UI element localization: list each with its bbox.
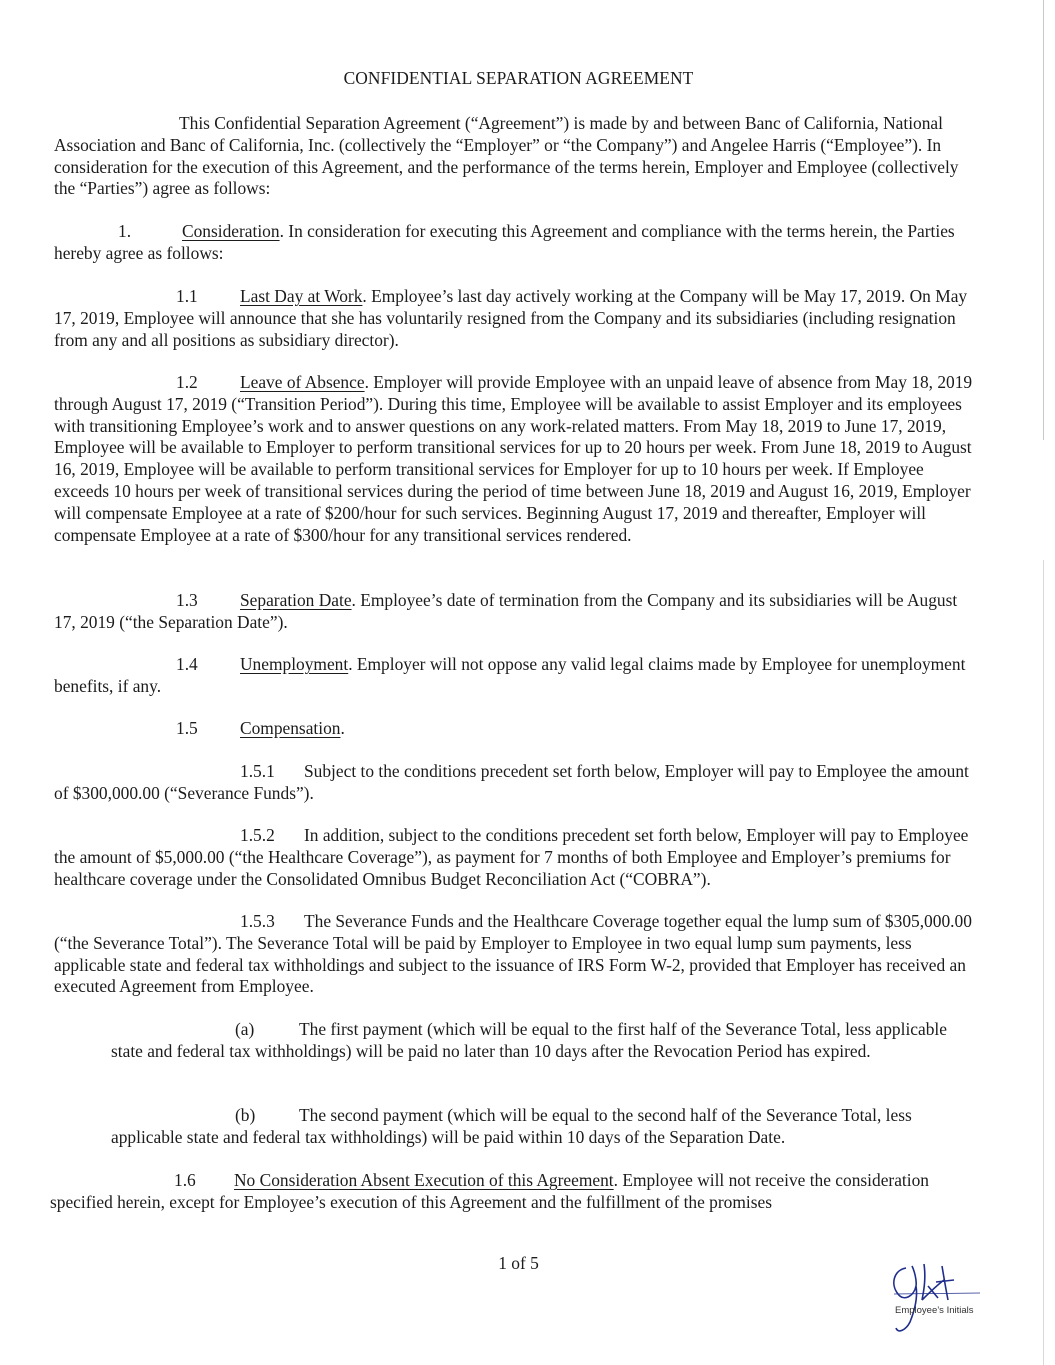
section-1-5-1-number: 1.5.1	[240, 761, 275, 781]
section-1-6-text: . Employee will not receive the consideration specified herein, except for Employee’s execution of this Agreement and the fulfillment of the promises	[50, 1170, 929, 1212]
section-1-2	[54, 372, 979, 546]
page-edge-line	[1043, 0, 1044, 440]
section-1-5-3	[54, 911, 979, 998]
subsection-b	[111, 1105, 979, 1149]
section-1-5-2-text: In addition, subject to the conditions precedent set forth below, Employer will pay to Employee the amount of $5,000.00 (“the Healthcare Coverage”), as payment for 7 months of both Employee and Employer’s premiums for healthcare coverage under the Consolidated Omnibus Budget Reconciliation Act (“COBRA”).	[54, 825, 969, 889]
section-1-2-heading: Leave of Absence	[240, 372, 365, 392]
initials-label: Employee’s Initials	[895, 1305, 974, 1316]
subsection-b-text: The second payment (which will be equal to the second half of the Severance Total, less applicable state and federal tax withholdings) will be paid within 10 days of the Separation Date.	[111, 1105, 912, 1147]
section-1-2-number: 1.2	[176, 372, 198, 392]
section-1-6-heading: No Consideration Absent Execution of this Agreement	[234, 1170, 614, 1190]
section-1-4	[54, 654, 979, 698]
section-1-1-heading: Last Day at Work	[240, 286, 363, 306]
section-1	[54, 221, 979, 265]
intro-paragraph	[54, 113, 979, 200]
section-1-4-heading: Unemployment	[240, 654, 349, 674]
section-1-4-number: 1.4	[176, 654, 198, 674]
section-1-5-1	[54, 761, 979, 805]
section-1-5-heading: Compensation	[240, 718, 341, 738]
section-1-1-number: 1.1	[176, 286, 198, 306]
section-1-5	[54, 718, 979, 740]
subsection-a-label: (a)	[235, 1019, 255, 1039]
section-1-3	[54, 590, 979, 634]
handwritten-initials	[884, 1256, 994, 1336]
section-1-text: . In consideration for executing this Agreement and compliance with the terms herein, the Parties hereby agree as follows:	[54, 221, 955, 263]
section-1-1-text: . Employee’s last day actively working at the Company will be May 17, 2019. On May 17, 2019, Employee will announce that she has voluntarily resigned from the Company and its subsidiaries (including resignation from any and all positions as subsidiary director).	[54, 286, 968, 350]
section-1-number: 1.	[118, 221, 132, 241]
section-1-5-2	[54, 825, 979, 890]
document-title: CONFIDENTIAL SEPARATION AGREEMENT	[343, 68, 694, 88]
section-1-heading: Consideration	[182, 221, 280, 241]
section-1-5-text: .	[340, 718, 345, 738]
section-1-3-number: 1.3	[176, 590, 198, 610]
intro-text: This Confidential Separation Agreement (“Agreement”) is made by and between Banc of California, National Association and Banc of California, Inc. (collectively the “Employer” or “the Company”) and Angelee Harris (“Employee”). In consideration for the execution of this Agreement, and the performance of the terms herein, Employer and Employee (collectively the “Parties”) agree as follows:	[54, 113, 959, 199]
section-1-2-text: . Employer will provide Employee with an unpaid leave of absence from May 18, 2019 through August 17, 2019 (“Transition Period”). During this time, Employee will be available to assist Employer and its employees with transitioning Employee’s work and to answer questions on any work-related matters. From May 18, 2019 to June 17, 2019, Employee will be available to Employer to perform transitional services for up to 20 hours per week. From June 18, 2019 to August 16, 2019, Employee will be available to perform transitional services for Employer for up to 10 hours per week. If Employee exceeds 10 hours per week of transitional services during the period of time between June 18, 2019 and August 16, 2019, Employer will compensate Employee at a rate of $200/hour for such services. Beginning August 17, 2019 and thereafter, Employer will compensate Employee at a rate of $300/hour for any transitional services rendered.	[54, 372, 973, 545]
section-1-1	[54, 286, 979, 351]
section-1-5-number: 1.5	[176, 718, 198, 738]
page-edge-line	[1043, 560, 1044, 1365]
section-1-5-3-number: 1.5.3	[240, 911, 275, 931]
section-1-6-number: 1.6	[174, 1170, 196, 1190]
page-number: 1 of 5	[498, 1253, 539, 1273]
subsection-a-text: The first payment (which will be equal to the first half of the Severance Total, less applicable state and federal tax withholdings) will be paid no later than 10 days after the Revocation Period has expired.	[111, 1019, 947, 1061]
section-1-5-2-number: 1.5.2	[240, 825, 275, 845]
section-1-6	[50, 1170, 980, 1214]
section-1-5-3-text: The Severance Funds and the Healthcare Coverage together equal the lump sum of $305,000.00 (“the Severance Total”). The Severance Total will be paid by Employer to Employee in two equal lump sum payments, less applicable state and federal tax withholdings and subject to the issuance of IRS Form W-2, provided that Employer has received an executed Agreement from Employee.	[54, 911, 972, 997]
section-1-3-text: . Employee’s date of termination from the Company and its subsidiaries will be August 17, 2019 (“the Separation Date”).	[54, 590, 958, 632]
subsection-b-label: (b)	[235, 1105, 256, 1125]
section-1-3-heading: Separation Date	[240, 590, 352, 610]
section-1-5-1-text: Subject to the conditions precedent set forth below, Employer will pay to Employee the amount of $300,000.00 (“Severance Funds”).	[54, 761, 969, 803]
section-1-4-text: . Employer will not oppose any valid legal claims made by Employee for unemployment benefits, if any.	[54, 654, 966, 696]
subsection-a	[111, 1019, 979, 1063]
